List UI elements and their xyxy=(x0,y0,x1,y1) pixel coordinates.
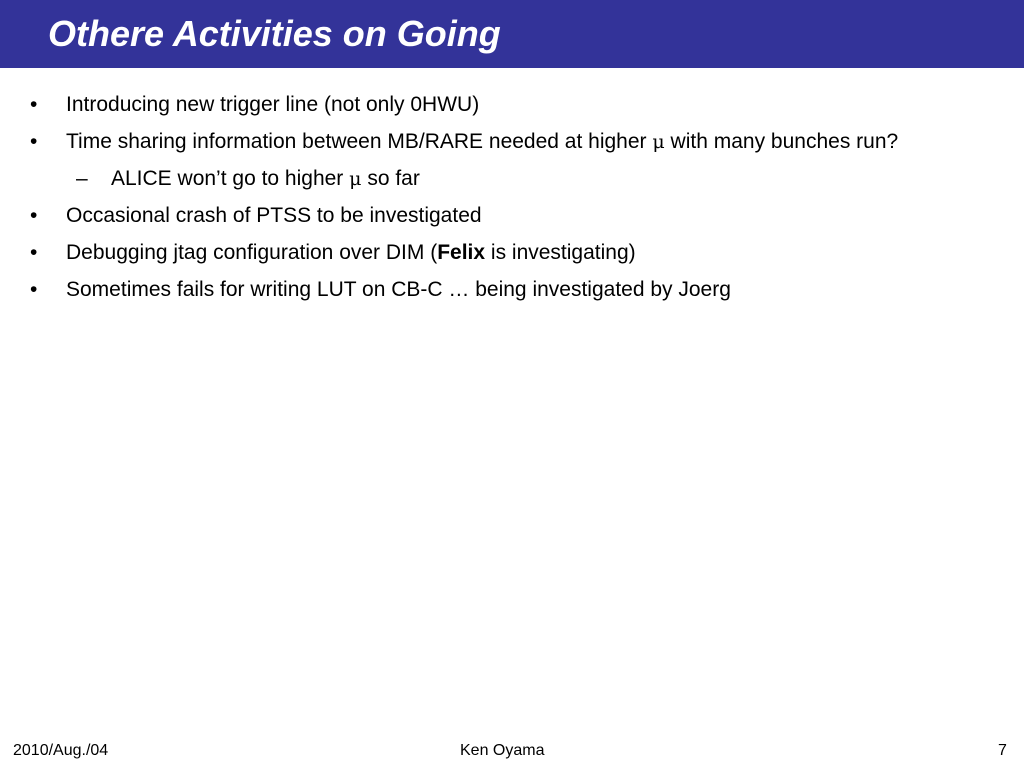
bullet-text-pre: Time sharing information between MB/RARE needed at higher xyxy=(66,130,653,153)
bullet-item xyxy=(0,275,1024,305)
bullet-text: Introducing new trigger line (not only 0HWU) xyxy=(66,93,480,116)
bullet-item xyxy=(0,238,1024,268)
bullet-text xyxy=(66,241,636,264)
bullet-text-post: is investigating) xyxy=(485,241,636,264)
mu-symbol: μ xyxy=(349,168,362,190)
footer-author: Ken Oyama xyxy=(460,742,545,759)
footer-page-number: 7 xyxy=(998,742,1007,759)
bullet-text-post: with many bunches run? xyxy=(664,130,899,153)
slide-content xyxy=(0,90,1024,312)
bullet-marker: • xyxy=(30,278,38,301)
bullet-item xyxy=(0,90,1024,120)
bullet-text-pre: ALICE won’t go to higher xyxy=(111,167,350,190)
bullet-text-post: so far xyxy=(361,167,420,190)
bullet-item xyxy=(0,127,1024,157)
bullet-marker: • xyxy=(30,204,38,227)
sub-bullet-marker: – xyxy=(76,167,88,190)
bullet-text: Sometimes fails for writing LUT on CB-C … being investigated by Joerg xyxy=(66,278,731,301)
sub-bullet-text xyxy=(111,167,420,190)
bold-name: Felix xyxy=(437,241,486,264)
sub-bullet-item xyxy=(0,164,1024,194)
bullet-item xyxy=(0,201,1024,231)
slide-title: Othere Activities on Going xyxy=(48,13,501,54)
footer-date: 2010/Aug./04 xyxy=(13,742,109,759)
mu-symbol: μ xyxy=(652,131,665,153)
bullet-text: Occasional crash of PTSS to be investigated xyxy=(66,204,482,227)
bullet-text xyxy=(66,130,898,153)
bullet-text-pre: Debugging jtag configuration over DIM ( xyxy=(66,241,438,264)
title-bar xyxy=(0,0,1024,68)
bullet-marker: • xyxy=(30,241,38,264)
bullet-marker: • xyxy=(30,130,38,153)
bullet-marker: • xyxy=(30,93,38,116)
